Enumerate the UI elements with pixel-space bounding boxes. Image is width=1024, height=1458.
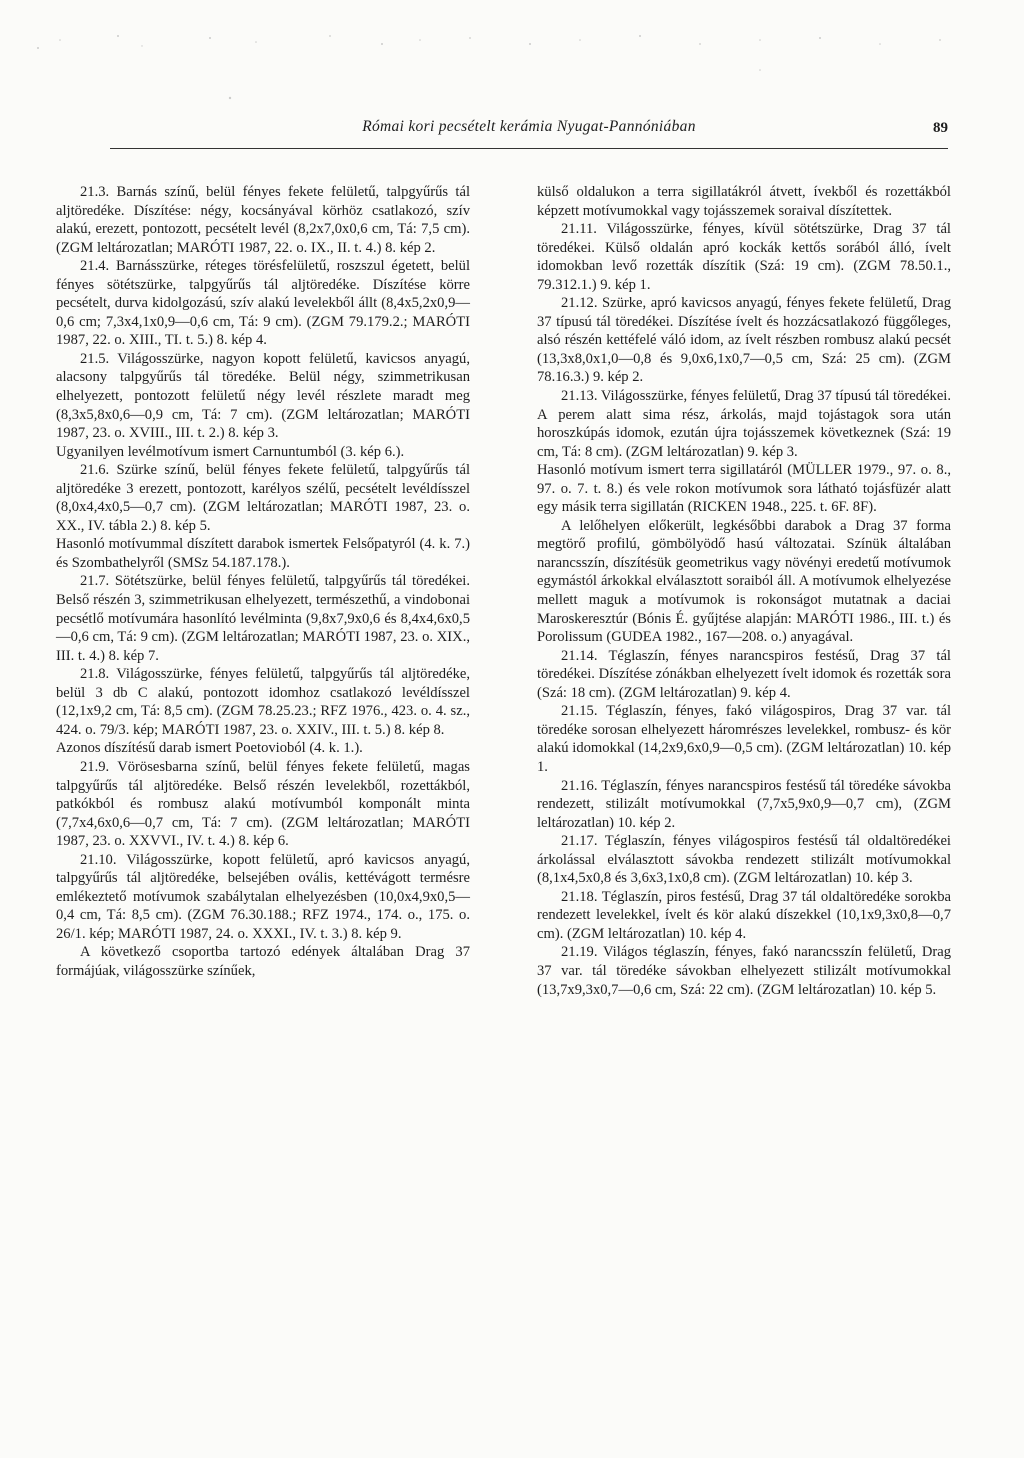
paragraph: A lelőhelyen előkerült, legkésőbbi darabok a Drag 37 forma megtörő profilú, gömbölyödő hasú változatai. Színük általában narancsszín, díszítésük geometrikus vagy növényi eredetű motívumok egymástól árkokkal elválasztott soraiból áll. A motívumok elhelyezése mellett maguk a motívumok is rokonságot mutatnak a daciai Maroskeresztúr (Bónis É. gyűjtése alapján: MARÓTI 1986., III. t.) és Porolissum (GUDEA 1982., 167—208. o.) anyagával. [537, 517, 951, 646]
paragraph: 21.13. Világosszürke, fényes felületű, Drag 37 típusú tál töredékei. A perem alatt sima rész, árkolás, majd tojástagok sora után horoszkúpás idomok, ezután újra tojásszemek következnek (Szá: 19 cm, Tá: 8 cm). (ZGM leltározatlan) 9. kép 3. [537, 388, 951, 460]
paragraph: Hasonló motívum ismert terra sigillatáról (MÜLLER 1979., 97. o. 8., 97. o. 7. t. 8.) és vele rokon motívumok sora látható tojásfüzér alatt egy másik terra sigillatán (RICKEN 1948., 225. t. 6F. 8F). [537, 462, 951, 516]
paragraph: Azonos díszítésű darab ismert Poetovioból (4. k. 1.). [56, 740, 363, 757]
running-title: Római kori pecsételt kerámia Nyugat-Pannóniában [362, 118, 696, 135]
paragraph: 21.5. Világosszürke, nagyon kopott felületű, kavicsos anyagú, alacsony talpgyűrűs tál töredéke. Belül négy, szimmetrikusan elhelyezett, pontozott felületű négy levél részlete maradt meg (8,3x5,8x0,6—0,9 cm, Tá: 7 cm). (ZGM leltározatlan; MARÓTI 1987, 23. o. XVIII., III. t. 2.) 8. kép 3. [56, 350, 470, 442]
paragraph: 21.10. Világosszürke, kopott felületű, apró kavicsos anyagú, talpgyűrűs tál aljtöredéke, belsejében ovális, kettévágott termésre emlékeztető motívumok szabálytalan elhelyezésben (10,0x4,9x0,5—0,4 cm, Tá: 8,5 cm). (ZGM 76.30.188.; RFZ 1974., 174. o., 175. o. 26/1. kép; MARÓTI 1987, 24. o. XXXI., IV. t. 3.) 8. kép 9. [56, 851, 470, 942]
header-rule [110, 148, 948, 149]
paragraph: 21.4. Barnásszürke, réteges törésfelületű, roszszul égetett, belül fényes sötétszürke, talpgyűrűs tál aljtöredéke. Díszítése körre pecsételt, durva kidolgozású, szív alakú levelekből állt (8,4x5,2x0,9—0,6 cm; 7,3x4,1x0,9—0,6 cm, Tá: 9 cm). (ZGM 79.179.2.; MARÓTI 1987, 22. o. XIII., TI. t. 5.) 8. kép 4. [56, 258, 470, 349]
right-column [537, 183, 951, 999]
page-header [110, 116, 948, 146]
paragraph: 21.15. Téglaszín, fényes, fakó világospiros, Drag 37 var. tál töredéke sorosan elhelyezett háromrészes levelekkel, rombusz- és kör alakú idomokkal (14,2x9,6x0,9—0,5 cm). (ZGM leltározatlan) 10. kép 1. [537, 703, 951, 775]
paragraph: 21.19. Világos téglaszín, fényes, fakó narancsszín felületű, Drag 37 var. tál töredéke sávokban elhelyezett stilizált motívumokkal (13,7x9,3x0,7—0,6 cm, Szá: 22 cm). (ZGM leltározatlan) 10. kép 5. [537, 944, 951, 998]
left-column [56, 183, 470, 981]
paragraph: 21.17. Téglaszín, fényes világospiros festésű tál oldaltöredékei árkolással elválasztott sávokba rendezett stilizált motívumokkal (8,1x4,5x0,8 és 3,6x3,1x0,8 cm). (ZGM leltározatlan) 10. kép 3. [537, 833, 951, 887]
paragraph: 21.14. Téglaszín, fényes narancspiros festésű, Drag 37 tál töredékei. Díszítése zónákban elhelyezett ívelt idomok és rozetták sora (Szá: 18 cm). (ZGM leltározatlan) 9. kép 4. [537, 647, 951, 701]
page-number: 89 [933, 120, 948, 136]
paragraph: Hasonló motívummal díszített darabok ismertek Felsőpatyról (4. k. 7.) és Szombathelyről (SMSz 54.187.178.). [56, 536, 470, 571]
paragraph: 21.18. Téglaszín, piros festésű, Drag 37 tál oldaltöredéke sorokba rendezett levelekkel, ívelt és kör alakú díszekkel (10,1x9,3x0,8—0,7 cm). (ZGM leltározatlan) 10. kép 4. [537, 888, 951, 942]
paragraph: 21.3. Barnás színű, belül fényes fekete felületű, talpgyűrűs tál aljtöredéke. Díszítése: négy, kocsányával körhöz csatlakozó, szív alakú, erezett, pontozott, pecsételt levél (8,2x7,0x0,6 cm, Tá: 7,5 cm). (ZGM leltározatlan; MARÓTI 1987, 22. o. IX., II. t. 4.) 8. kép 2. [56, 184, 470, 256]
paragraph: 21.8. Világosszürke, fényes felületű, talpgyűrűs tál aljtöredéke, belül 3 db C alakú, pontozott idomhoz csatlakozó levéldísszel (12,1x9,2 cm, Tá: 8,5 cm). (ZGM 78.25.23.; RFZ 1976., 423. o. 4. sz., 424. o. 79/3. kép; MARÓTI 1987, 23. o. XXIV., III. t. 5.) 8. kép 8. [56, 666, 470, 738]
paragraph: 21.9. Vörösesbarna színű, belül fényes fekete felületű, magas talpgyűrűs tál aljtöredéke. Belső részén levelekből, rozettákból, patkókból és rombusz alakú motívumból komponált minta (7,7x4,6x0,6—0,7 cm, Tá: 7 cm). (ZGM leltározatlan; MARÓTI 1987, 23. o. XXVVI., IV. t. 4.) 8. kép 6. [56, 758, 470, 850]
paragraph: 21.7. Sötétszürke, belül fényes felületű, talpgyűrűs tál töredékei. Belső részén 3, szimmetrikusan elhelyezett, természethű, a vindobonai pecsétlő motívumára hasonlító levélminta (9,8x7,9x0,6 és 8,4x4,6x0,5—0,6 cm, Tá: 9 cm). (ZGM leltározatlan; MARÓTI 1987, 23. o. XIX., III. t. 4.) 8. kép 7. [56, 573, 470, 664]
scan-noise-top [0, 0, 1024, 110]
paragraph: 21.16. Téglaszín, fényes narancspiros festésű tál töredéke sávokba rendezett, stilizált motívumokkal (7,7x5,9x0,9—0,7 cm), (ZGM leltározatlan) 10. kép 2. [537, 777, 951, 831]
paragraph: külső oldalukon a terra sigillatákról átvett, ívekből és rozettákból képzett motívumokkal vagy tojásszemek soraival díszítettek. [537, 184, 951, 219]
paragraph: 21.12. Szürke, apró kavicsos anyagú, fényes fekete felületű, Drag 37 típusú tál töredékei. Díszítése ívelt és hozzácsatlakozó függőleges, alsó részén kettéfelé váló idom, az ívelt részben rombusz alakú pecsét (13,3x8,0x1,0—0,8 és 9,0x6,1x0,7—0,5 cm, Szá: 25 cm). (ZGM 78.16.3.) 9. kép 2. [537, 295, 951, 386]
paragraph: 21.6. Szürke színű, belül fényes fekete felületű, talpgyűrűs tál aljtöredéke 3 erezett, pontozott, karélyos szélű, pecsételt levéldísszel (8,0x4,4x0,5—0,7 cm). (ZGM leltározatlan; MARÓTI 1987, 23. o. XX., IV. tábla 2.) 8. kép 5. [56, 462, 470, 534]
paragraph: 21.11. Világosszürke, fényes, kívül sötétszürke, Drag 37 tál töredékei. Külső oldalán apró kockák kettős sorából álló, ívelt idomokban levő rozetták díszítik (Szá: 19 cm). (ZGM 78.50.1., 79.312.1.) 9. kép 1. [537, 221, 951, 293]
paragraph: Ugyanilyen levélmotívum ismert Carnuntumból (3. kép 6.). [56, 443, 405, 460]
paragraph: A következő csoportba tartozó edények általában Drag 37 formájúak, világosszürke színűek, [56, 944, 470, 979]
